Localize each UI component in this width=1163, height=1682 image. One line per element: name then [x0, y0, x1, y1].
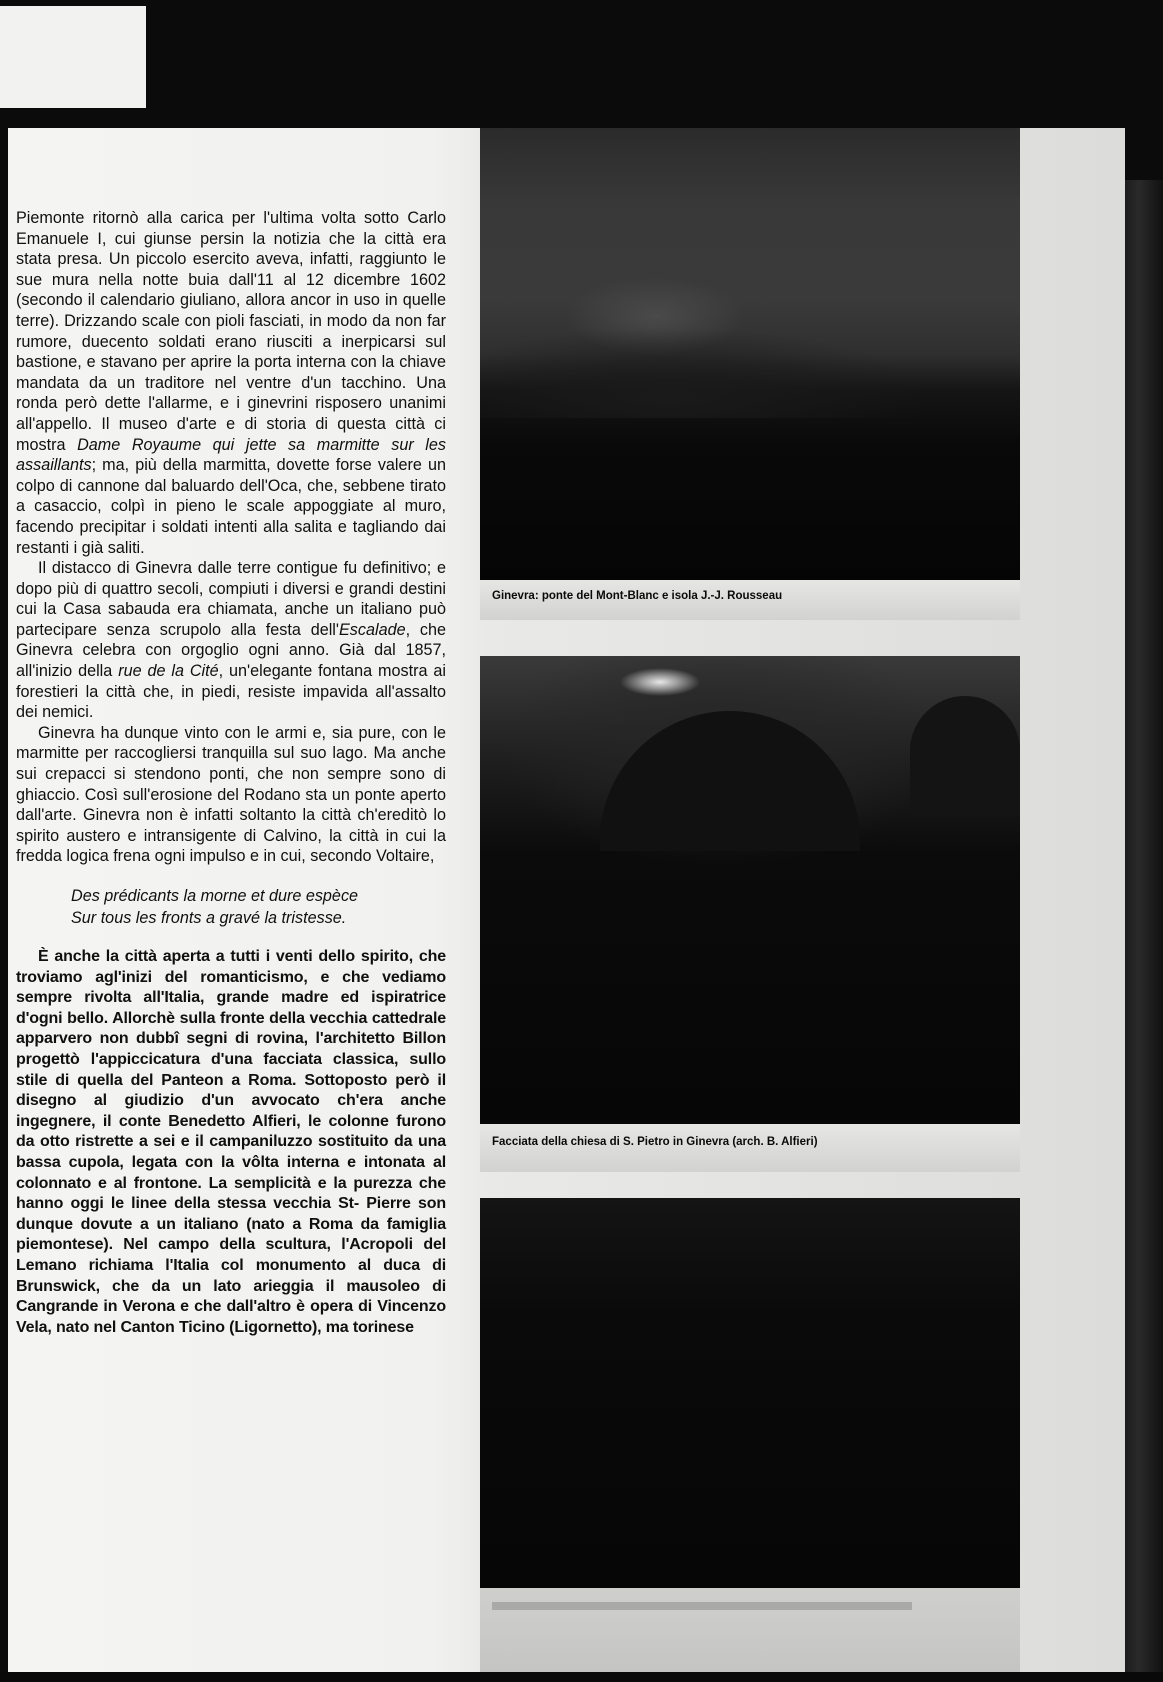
photo-hill-shape [480, 318, 1020, 418]
paragraph-1-italic: Dame Royaume qui jette sa marmitte sur les assaillants [16, 435, 446, 475]
photo-dark-third [480, 1198, 1020, 1588]
scan-corner-paper [0, 6, 146, 108]
verse-line-2: Sur tous les fronts a gravé la tristesse. [71, 909, 347, 927]
photo-2-caption: Facciata della chiesa di S. Pietro in Ginevra (arch. B. Alfieri) [492, 1136, 818, 1148]
paragraph-3: Ginevra ha dunque vinto con le armi e, sia pure, con le marmitte per raccogliersi tranquilla sul suo lago. Ma anche sui crepacci si stendono ponti, che non sempre sono di ghiaccio. Così sull'erosione del Rodano sta un ponte aperto dall'arte. Ginevra non è infatti soltanto la città ch'ereditò lo spirito austero e intransigente di Calvino, la città in cui la fredda logica frena ogni impulso e in cui, secondo Voltaire, [16, 723, 446, 866]
verse-quote [71, 885, 446, 929]
paragraph-1-end: ; ma, più della marmitta, dovette forse valere un colpo di cannone dal baluardo dell'Oca, che, sebbene tirato a casaccio, colpì in pieno le scale appoggiate al muro, facendo precipitar i soldati intenti alla salita e tagliando dai restanti i già saliti. [16, 456, 446, 557]
photo-2-caption-bar [480, 1124, 1020, 1172]
photo-geneva-bridge [480, 128, 1020, 580]
paragraph-4: È anche la città aperta a tutti i venti dello spirito, che troviamo agl'inizi del romanticismo, e che vediamo sempre rivolta all'Italia, grande madre ed ispiratrice d'ogni bello. Allorchè sulla fronte della vecchia cattedrale apparvero non dubbî segni di rovina, l'architetto Billon progettò l'appiccicatura d'una facciata classica, sullo stile di quella del Panteon a Roma. Sottoposto però il disegno al giudizio d'un avvocato ch'era anche ingegnere, il conte Benedetto Alfieri, le colonne furono da otto ristrette a sei e il campaniluzzo sostituito da una bassa cupola, legata con la vôlta interna e intonata al colonnato e al frontone. La semplicità e la purezza che hanno oggi le linee della stessa vecchia St- Pierre son dunque dovute a un italiano (nato a Roma da famiglia piemontese). Nel campo della scultura, l'Acropoli del Lemano richiama l'Italia col monumento al duca di Brunswick, che da un lato arieggia il mausoleo di Cangrande in Verona e che dall'altro è opera di Vincenzo Vela, nato nel Canton Ticino (Ligornetto), ma torinese [16, 948, 446, 1336]
photo-3-caption-illegible [492, 1602, 912, 1610]
paragraph-2-italic-2: rue de la Cité [118, 662, 219, 681]
verse-line-1: Des prédicants la morne et dure espèce [71, 887, 359, 905]
paragraph-2-b: , che Ginevra celebra con orgoglio ogni anno. Già dal 1857, all'inizio della [16, 620, 446, 681]
photo-dome-shape [600, 711, 860, 851]
photo-3-caption-bar [480, 1588, 1020, 1676]
paragraph-2-a: Il distacco di Ginevra dalle terre contigue fu definitivo; e dopo più di quattro secoli, compiuti i diversi e grandi destini cui la Casa sabauda era chiamata, anche un italiano può partecipare senza scrupolo alla festa dell' [16, 559, 446, 639]
paragraph-1 [16, 208, 446, 558]
paragraph-2-c: , un'elegante fontana mostra ai forestieri la città che, in piedi, resiste impavida all'assalto dei nemici. [16, 662, 447, 722]
photo-1-caption: Ginevra: ponte del Mont-Blanc e isola J.-J. Rousseau [492, 590, 783, 602]
photo-1-caption-bar [480, 580, 1020, 620]
paragraph-2-italic-1: Escalade [338, 620, 406, 639]
scan-right-edge [1122, 180, 1163, 1682]
paragraph-2 [16, 558, 446, 723]
photo-small-dome-shape [910, 696, 1020, 816]
book-page [8, 128, 1125, 1676]
paragraph-1-text: Piemonte ritornò alla carica per l'ultima volta sotto Carlo Emanuele I, cui giunse persin la notizia che la città era stata presa. Un piccolo esercito aveva, infatti, raggiunto le sue mura nella notte buia dall'11 al 12 dicembre 1602 (secondo il calendario giuliano, allora ancor in uso in quelle terre). Drizzando scale con pioli fasciati, in modo da non far rumore, duecento soldati erano riusciti a inerpicarsi sul bastione, e stavano per aprire la porta interna con la chiave mandata da un traditore nel ventre d'un tacchino. Una ronda però dette l'allarme, e i ginevrini risposero unanimi all'appello. Il museo d'arte e di storia di questa città ci mostra [16, 209, 446, 454]
scan-bottom-strip [0, 1672, 1163, 1682]
text-column [16, 208, 446, 1338]
photo-cathedral-facade [480, 656, 1020, 1124]
